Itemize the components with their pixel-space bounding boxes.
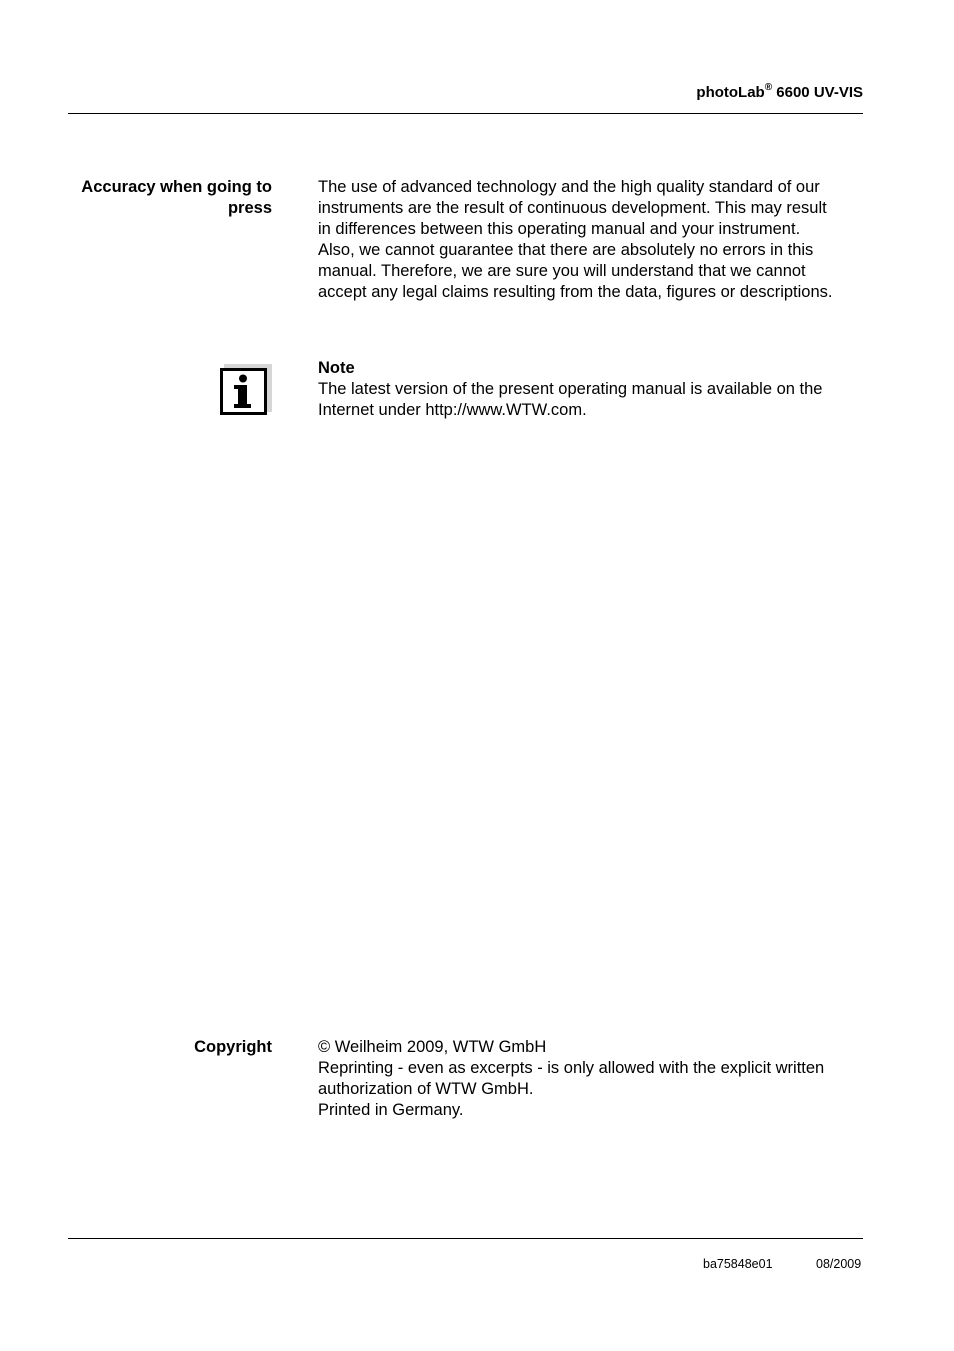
registered-mark: ®	[764, 82, 773, 93]
copyright-block	[318, 1037, 878, 1121]
copyright-line: Reprinting - even as excerpts - is only allowed with the explicit written	[318, 1059, 825, 1077]
accuracy-line: in differences between this operating manual and your instrument.	[318, 220, 801, 238]
copyright-line: authorization of WTW GmbH.	[318, 1080, 534, 1098]
accuracy-heading-line: Accuracy when going to	[81, 178, 272, 196]
copyright-symbol: ©	[318, 1038, 331, 1056]
note-line: Internet under http://www.WTW.com.	[318, 401, 587, 419]
accuracy-line: manual. Therefore, we are sure you will understand that we cannot	[318, 262, 806, 280]
accuracy-heading	[52, 177, 272, 219]
copyright-heading	[52, 1037, 272, 1058]
note-line: The latest version of the present operating manual is available on the	[318, 380, 823, 398]
info-icon	[220, 364, 272, 416]
footer-divider	[68, 1238, 863, 1239]
copyright-owner: Weilheim 2009, WTW GmbH	[330, 1038, 547, 1056]
copyright-heading-text: Copyright	[194, 1038, 272, 1056]
copyright-line: Printed in Germany.	[318, 1101, 464, 1119]
accuracy-line: The use of advanced technology and the high quality standard of our	[318, 178, 820, 196]
footer-doc-number: ba75848e01	[703, 1257, 773, 1271]
product-name: photoLab	[696, 84, 765, 101]
accuracy-heading-line: press	[227, 199, 272, 217]
note-title: Note	[318, 359, 355, 377]
header-divider	[68, 113, 863, 114]
product-model: 6600 UV-VIS	[772, 84, 863, 101]
accuracy-line: instruments are the result of continuous development. This may result	[318, 199, 827, 217]
page-header-title	[696, 84, 863, 101]
copyright-line	[318, 1037, 878, 1058]
note-block	[318, 358, 878, 421]
accuracy-line: accept any legal claims resulting from the data, figures or descriptions.	[318, 283, 833, 301]
footer-date: 08/2009	[816, 1257, 862, 1271]
accuracy-paragraph	[318, 177, 878, 303]
accuracy-line: Also, we cannot guarantee that there are absolutely no errors in this	[318, 241, 814, 259]
